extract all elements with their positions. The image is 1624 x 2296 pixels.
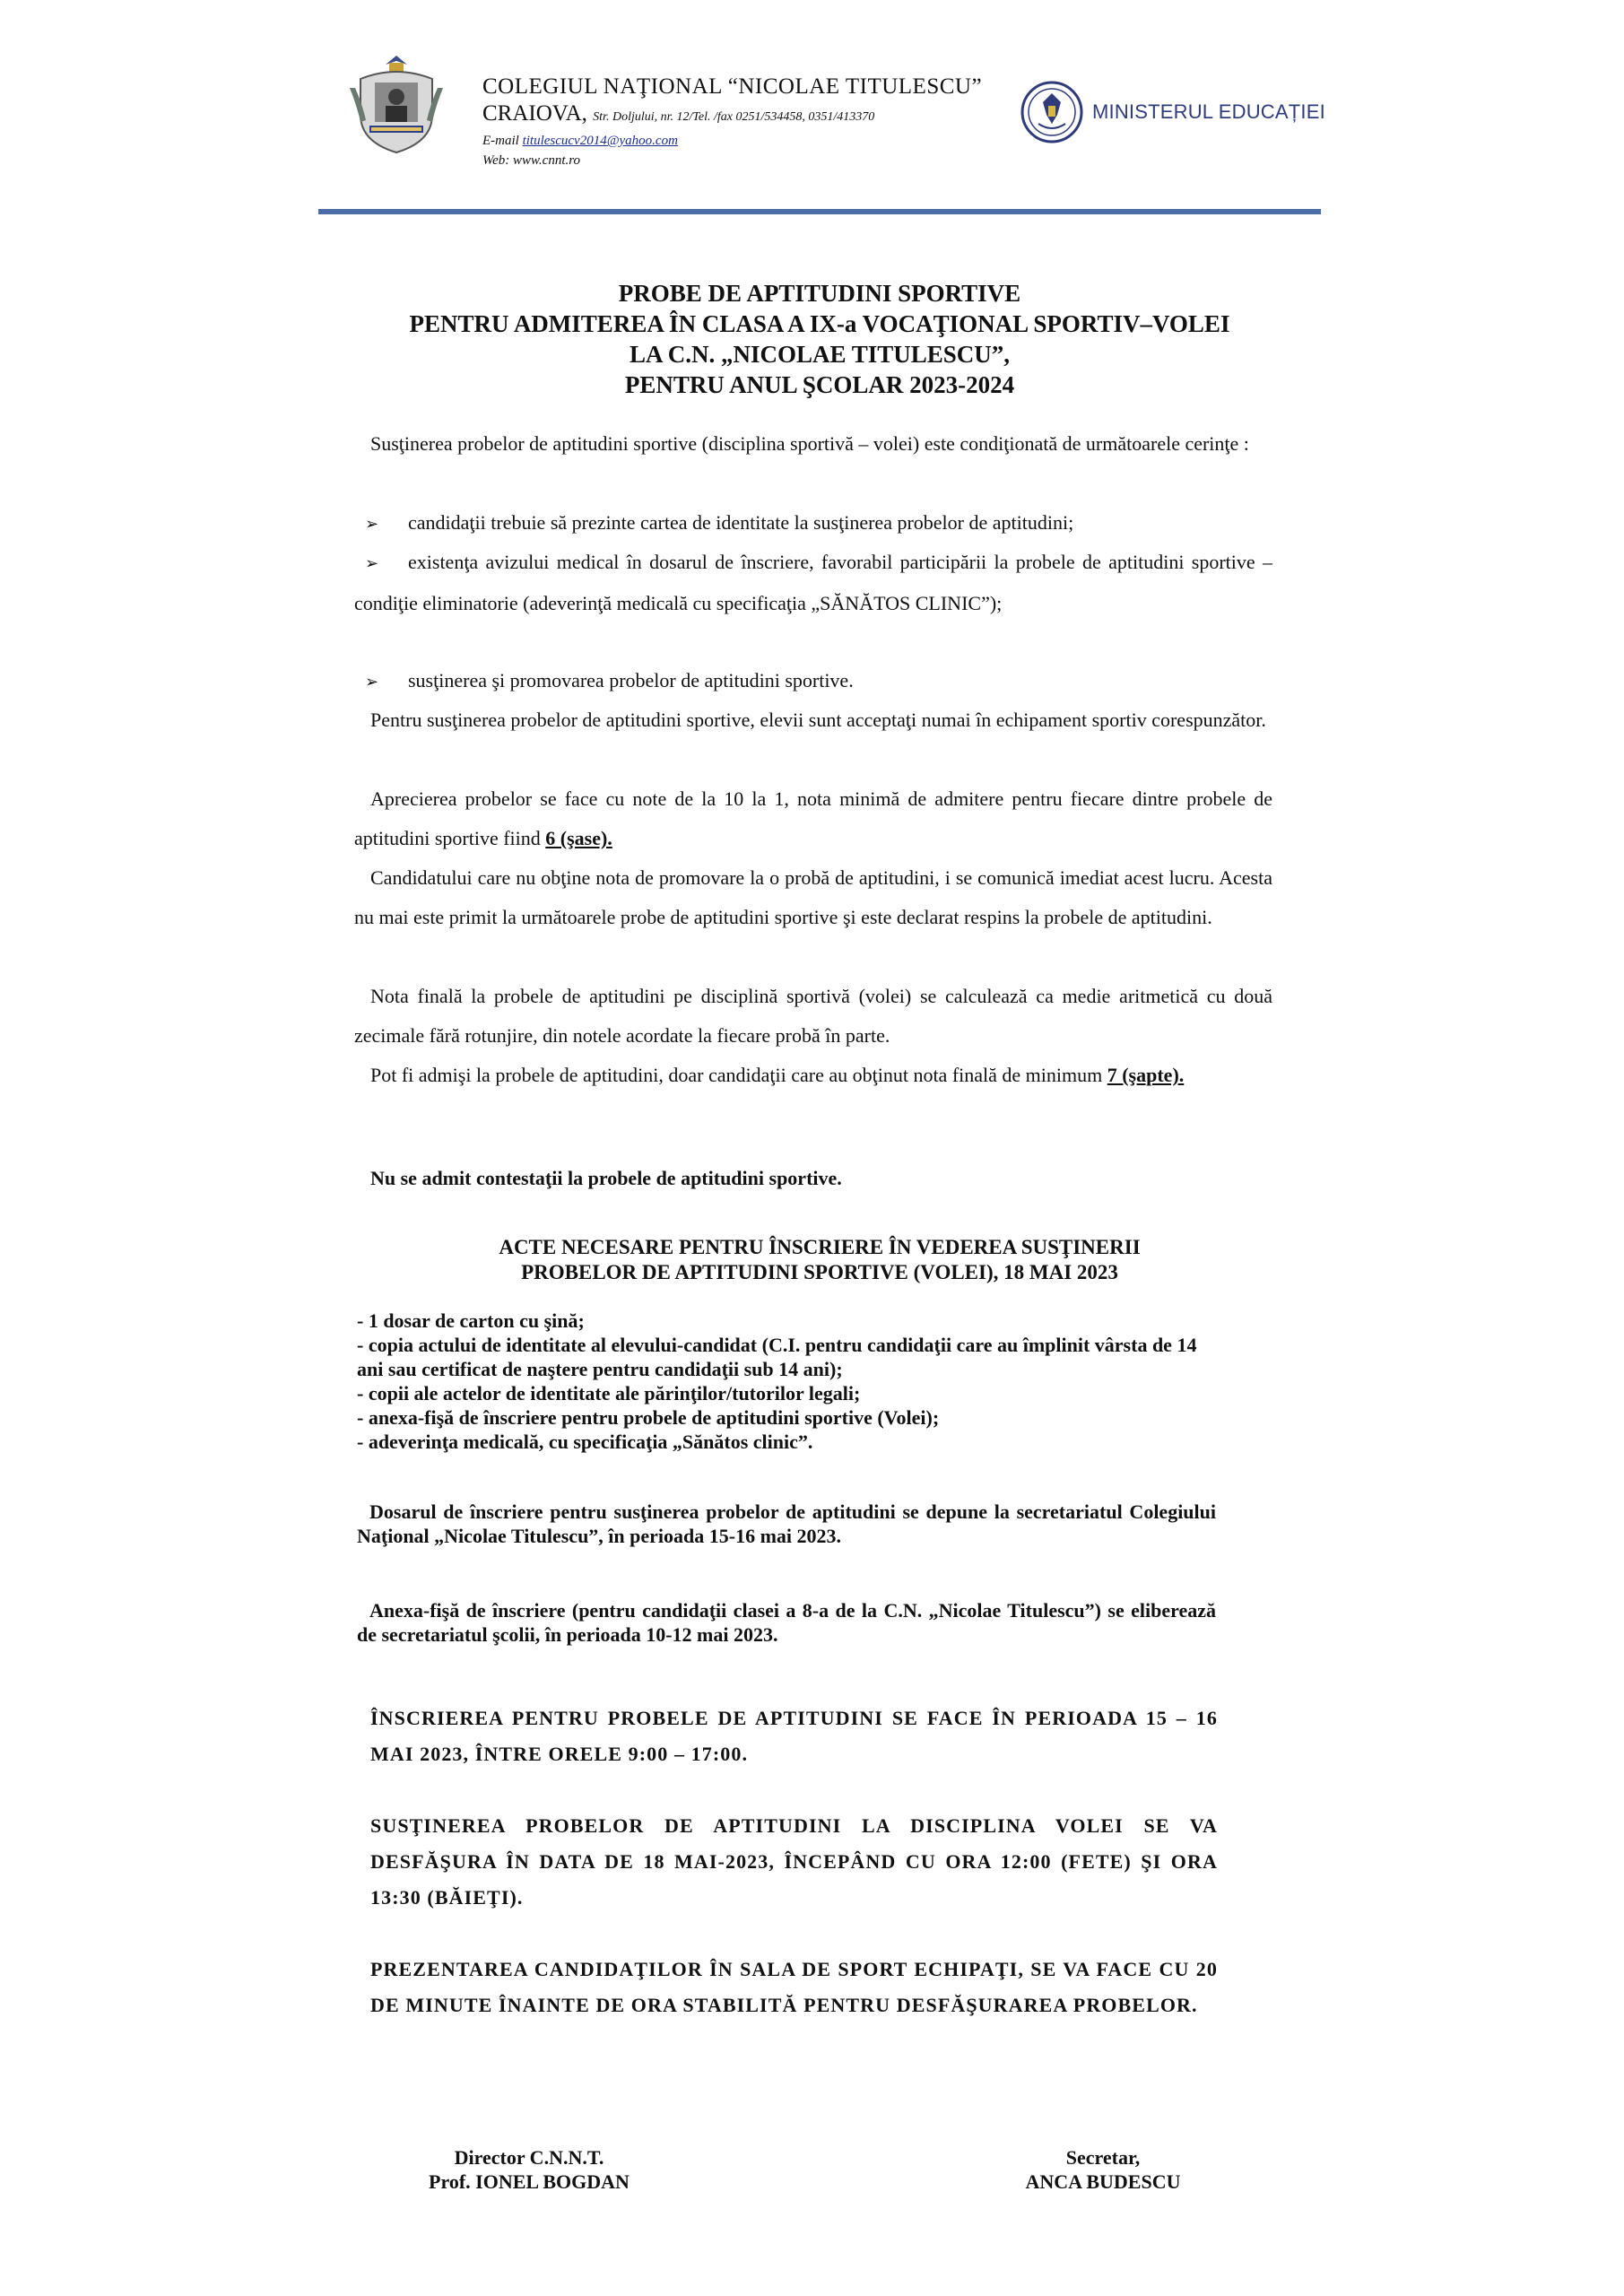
secretary-name: ANCA BUDESCU — [1025, 2170, 1181, 2193]
document-item: - adeverinţa medicală, cu specificaţia „Sănătos clinic”. — [357, 1431, 813, 1453]
requirement-item-3 — [354, 661, 1272, 702]
title-line-1: PROBE DE APTITUDINI SPORTIVE — [618, 280, 1021, 307]
documents-title-line-1: ACTE NECESARE PENTRU ÎNSCRIERE ÎN VEDEREA SUSŢINERII — [499, 1236, 1141, 1258]
intro-paragraph: Susţinerea probelor de aptitudini sportive (disciplina sportivă – volei) este condiţionată de următoarele cerinţe : — [370, 432, 1249, 455]
school-crest-logo — [344, 52, 448, 156]
director-signature — [386, 2145, 673, 2194]
minimum-grade: 6 (şase). — [545, 827, 612, 849]
admitted-paragraph — [354, 1056, 1272, 1095]
document-item: - 1 dosar de carton cu şină; — [357, 1309, 585, 1332]
documents-section-title — [318, 1235, 1321, 1285]
document-item: - anexa-fişă de înscriere pentru probele de aptitudini sportive (Volei); — [357, 1406, 940, 1429]
school-city: CRAIOVA, — [482, 101, 587, 126]
secretary-signature — [951, 2145, 1255, 2194]
required-documents-list — [357, 1309, 1218, 1454]
grading-text: Aprecierea probelor se face cu note de la 10 la 1, nota minimă de admitere pentru fiecare dintre probele de aptitudini sportive fiind — [354, 787, 1272, 849]
ministry-name: MINISTERUL EDUCAȚIEI — [1092, 100, 1325, 123]
school-email-line — [482, 131, 1038, 151]
submission-paragraph: Dosarul de înscriere pentru susţinerea probelor de aptitudini se depune la secretariatul Colegiului Naţional „Nicolae Titulescu”, în perioada 15-16 mai 2023. — [357, 1500, 1216, 1547]
school-name: COLEGIUL NAŢIONAL “NICOLAE TITULESCU” — [482, 74, 983, 99]
ministry-emblem-icon — [1020, 79, 1083, 145]
failed-candidate-paragraph: Candidatului care nu obţine nota de promovare la o probă de aptitudini, i se comunică imediat acest lucru. Acesta nu mai este primit la următoarele probe de aptitudini sportive şi este declarat respins la probele de aptitudini. — [354, 866, 1272, 928]
school-web: Web: www.cnnt.ro — [482, 153, 581, 168]
school-address-line — [482, 100, 1038, 131]
registration-form-paragraph: Anexa-fişă de înscriere (pentru candidaţii clasei a 8-a de la C.N. „Nicolae Titulescu”) se eliberează de secretariatul şcolii, în perioada 10-12 mai 2023. — [357, 1599, 1216, 1646]
document-title — [318, 278, 1321, 400]
minimum-final-grade: 7 (şapte). — [1107, 1064, 1185, 1086]
presentation-announcement: PREZENTAREA CANDIDAŢILOR ÎN SALA DE SPORT ECHIPAŢI, SE VA FACE CU 20 DE MINUTE ÎNAINTE DE ORA STABILITĂ PENTRU DESFĂŞURAREA PROBELOR. — [370, 1958, 1218, 2016]
arrow-bullet-icon: ➢ — [365, 554, 379, 573]
title-line-2: PENTRU ADMITEREA ÎN CLASA A IX-a VOCAŢIONAL SPORTIV–VOLEI — [409, 310, 1230, 337]
document-item: - copii ale actelor de identitate ale părinţilor/tutorilor legali; — [357, 1382, 861, 1405]
document-item: - copia actului de identitate al elevului-candidat (C.I. pentru candidaţii care au împlinit vârsta de 14 ani sau certificat de naştere pentru candidaţii sub 14 ani); — [357, 1334, 1197, 1380]
admitted-text: Pot fi admişi la probele de aptitudini, doar candidaţii care au obţinut nota finală de minimum — [370, 1064, 1103, 1086]
no-appeals-note: Nu se admit contestaţii la probele de aptitudini sportive. — [370, 1167, 842, 1189]
documents-title-line-2: PROBELOR DE APTITUDINI SPORTIVE (VOLEI), 18 MAI 2023 — [521, 1261, 1118, 1283]
requirement-text-3: susţinerea şi promovarea probelor de aptitudini sportive. — [408, 669, 854, 691]
ministry-block — [1020, 79, 1325, 145]
requirement-item-2 — [354, 543, 1272, 623]
title-line-3: LA C.N. „NICOLAE TITULESCU”, — [629, 341, 1011, 368]
grading-paragraph — [354, 779, 1272, 858]
email-label: E-mail — [482, 134, 519, 148]
header-divider — [318, 209, 1321, 214]
requirement-item-1 — [354, 503, 1272, 544]
requirement-text-2: existenţa avizului medical în dosarul de înscriere, favorabil participării la probele de aptitudini sportive – condiţie eliminatorie (adeverinţă medicală cu specificaţia „SĂNĂTOS CLINIC”); — [354, 551, 1272, 614]
exam-announcement: SUSŢINEREA PROBELOR DE APTITUDINI LA DISCIPLINA VOLEI SE VA DESFĂŞURA ÎN DATA DE 18 MAI-2023, ÎNCEPÂND CU ORA 12:00 (FETE) ŞI ORA 13:30 (BĂIEŢI). — [370, 1814, 1218, 1909]
secretary-role: Secretar, — [1065, 2146, 1141, 2169]
director-role: Director C.N.N.T. — [454, 2146, 604, 2169]
registration-announcement: ÎNSCRIEREA PENTRU PROBELE DE APTITUDINI SE FACE ÎN PERIOADA 15 – 16 MAI 2023, ÎNTRE ORELE 9:00 – 17:00. — [370, 1707, 1218, 1765]
school-header — [482, 74, 1038, 170]
arrow-bullet-icon: ➢ — [365, 515, 379, 534]
equipment-paragraph: Pentru susţinerea probelor de aptitudini sportive, elevii sunt acceptaţi numai în echipament sportiv corespunzător. — [370, 709, 1266, 731]
school-email-link[interactable]: titulescucv2014@yahoo.com — [522, 134, 678, 148]
title-line-4: PENTRU ANUL ŞCOLAR 2023-2024 — [624, 371, 1015, 398]
requirement-text-1: candidaţii trebuie să prezinte cartea de identitate la susţinerea probelor de aptitudini; — [408, 511, 1074, 534]
director-name: Prof. IONEL BOGDAN — [429, 2170, 630, 2193]
arrow-bullet-icon: ➢ — [365, 673, 379, 691]
final-grade-paragraph: Nota finală la probele de aptitudini pe disciplină sportivă (volei) se calculează ca medie aritmetică cu două zecimale fără rotunjire, din notele acordate la fiecare probă în parte. — [354, 985, 1272, 1047]
school-address: Str. Doljului, nr. 12/Tel. /fax 0251/534458, 0351/413370 — [593, 110, 875, 124]
